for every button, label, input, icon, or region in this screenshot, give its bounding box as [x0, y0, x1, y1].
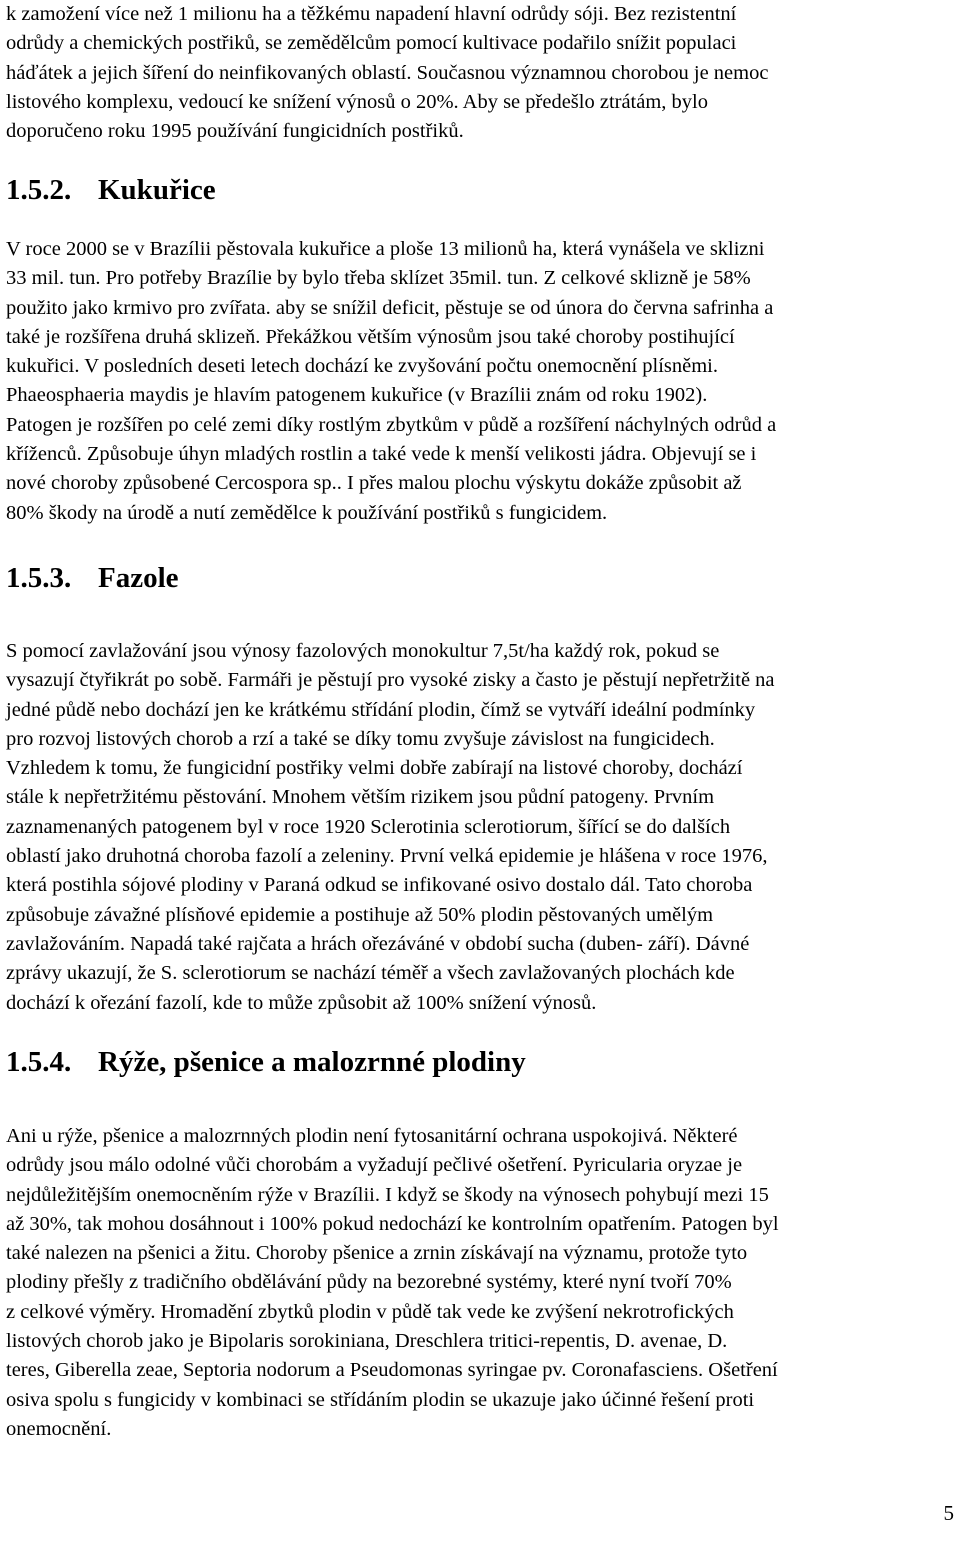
text-line: Phaeosphaeria maydis je hlavím patogenem kukuřice (v Brazílii znám od roku 1902). [6, 384, 708, 407]
text-line: osiva spolu s fungicidy v kombinaci se střídáním plodin se ukazuje jako účinné řešení proti [6, 1388, 755, 1411]
intro-paragraph [6, 0, 958, 146]
section-number: 1.5.4. [6, 1046, 72, 1078]
text-line: Vzhledem k tomu, že fungicidní postřiky velmi dobře zabírají na listové choroby, dochází [6, 757, 743, 780]
text-line: jedné půdě nebo dochází jen ke krátkému střídání plodin, čímž se vytváří ideální podmínky [6, 698, 756, 721]
text-line: zprávy ukazují, že S. sclerotiorum se nachází téměř a všech zavlažovaných plochách kde [6, 962, 735, 985]
beans-paragraph [6, 637, 958, 1018]
text-line: háďátek a jejich šíření do neinfikovaných oblastí. Současnou významnou chorobou je nemoc [6, 61, 769, 84]
corn-paragraph [6, 235, 958, 528]
text-line: pro rozvoj listových chorob a rzí a také se díky tomu zvyšuje závislost na fungicidech. [6, 727, 715, 750]
section-title: Kukuřice [98, 174, 216, 206]
text-line: odrůdy a chemických postřiků, se zemědělcům pomocí kultivace podařilo snížit populaci [6, 32, 737, 55]
text-line: také je rozšířena druhá sklizeň. Překážkou větším výnosům jsou také choroby postihující [6, 325, 735, 348]
section-heading-corn [6, 173, 216, 207]
text-line: 33 mil. tun. Pro potřeby Brazílie by bylo třeba sklízet 35mil. tun. Z celkové sklizně je 58% [6, 267, 751, 290]
text-line: oblastí jako druhotná choroba fazolí a zeleniny. První velká epidemie je hlášena v roce 1976, [6, 845, 768, 868]
text-line: použito jako krmivo pro zvířata. aby se snížil deficit, pěstuje se od února do června safrinha a [6, 296, 774, 319]
text-line: která postihla sójové plodiny v Paraná odkud se infikované osivo dostalo dál. Tato choroba [6, 874, 753, 897]
section-title: Rýže, pšenice a malozrnné plodiny [98, 1046, 526, 1078]
text-line: z celkové výměry. Hromadění zbytků plodin v půdě tak vede ke zvýšení nekrotrofických [6, 1300, 734, 1323]
text-line: onemocnění. [6, 1417, 112, 1440]
text-line: listových chorob jako je Bipolaris sorokiniana, Dreschlera tritici-repentis, D. avenae, D. [6, 1330, 728, 1353]
text-line: doporučeno roku 1995 používání fungicidních postřiků. [6, 120, 464, 143]
section-heading-rice [6, 1045, 526, 1079]
text-line: plodiny přešly z tradičního obdělávání půdy na bezorebné systémy, které nyní tvoří 70% [6, 1271, 732, 1294]
text-line: vysazují čtyřikrát po sobě. Farmáři je pěstují pro vysoké zisky a často je pěstují nepřetržitě na [6, 669, 775, 692]
text-line: odrůdy jsou málo odolné vůči chorobám a vyžadují pečlivé ošetření. Pyricularia oryzae je [6, 1154, 743, 1177]
text-line: také nalezen na pšenici a žitu. Choroby pšenice a zrnin získávají na významu, protože tyto [6, 1242, 748, 1265]
text-line: k zamožení více než 1 milionu ha a těžkému napadení hlavní odrůdy sóji. Bez rezistentní [6, 3, 737, 25]
text-line: 80% škody na úrodě a nutí zemědělce k používání postřiků s fungicidem. [6, 501, 608, 524]
section-number: 1.5.2. [6, 174, 72, 206]
text-line: až 30%, tak mohou dosáhnout i 100% pokud nedochází ke kontrolním opatřením. Patogen byl [6, 1212, 779, 1235]
section-title: Fazole [98, 562, 179, 594]
text-line: zaznamenaných patogenem byl v roce 1920 Sclerotinia sclerotiorum, šířící se do dalších [6, 815, 731, 838]
text-line: Ani u rýže, pšenice a malozrnných plodin není fytosanitární ochrana uspokojivá. Některé [6, 1125, 738, 1147]
text-line: zavlažováním. Napadá také rajčata a hrách ořezáváné v období sucha (duben- září). Dávné [6, 932, 750, 955]
text-line: listového komplexu, vedoucí ke snížení výnosů o 20%. Aby se předešlo ztrátám, bylo [6, 90, 708, 113]
text-line: nové choroby způsobené Cercospora sp.. I přes malou plochu výskytu dokáže způsobit až [6, 472, 742, 495]
section-heading-beans [6, 561, 179, 595]
text-line: S pomocí zavlažování jsou výnosy fazolových monokultur 7,5t/ha každý rok, pokud se [6, 640, 720, 662]
text-line: nejdůležitějším onemocněním rýže v Brazílii. I když se škody na výnosech pohybují mezi 15 [6, 1183, 769, 1206]
text-line: stále k nepřetržitému pěstování. Mnohem větším rizikem jsou půdní patogeny. Prvním [6, 786, 715, 809]
rice-paragraph [6, 1122, 958, 1444]
text-line: způsobuje závažné plísňové epidemie a postihuje až 50% plodin pěstovaných umělým [6, 903, 714, 926]
page-number: 5 [943, 1501, 954, 1525]
text-line: teres, Giberella zeae, Septoria nodorum a Pseudomonas syringae pv. Coronafasciens. Ošetření [6, 1359, 778, 1382]
text-line: kříženců. Způsobuje úhyn mladých rostlin a také vede k menší velikosti jádra. Objevují se i [6, 443, 757, 466]
text-line: kukuřici. V posledních deseti letech dochází ke zvyšování počtu onemocnění plísněmi. [6, 355, 719, 378]
section-number: 1.5.3. [6, 562, 72, 594]
text-line: dochází k ořezání fazolí, kde to může způsobit až 100% snížení výnosů. [6, 991, 597, 1014]
text-line: V roce 2000 se v Brazílii pěstovala kukuřice a ploše 13 milionů ha, která vynášela ve sklizni [6, 238, 765, 260]
text-line: Patogen je rozšířen po celé zemi díky rostlým zbytkům v půdě a rozšíření náchylných odrůd a [6, 413, 777, 436]
